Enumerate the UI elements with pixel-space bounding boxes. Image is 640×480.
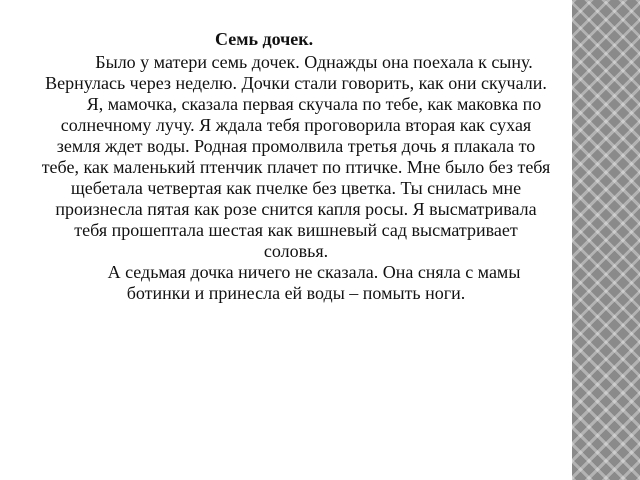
story-text	[40, 52, 552, 304]
story-paragraph-2: Я, мамочка, сказала первая скучала по тебе, как маковка по солнечному лучу. Я ждала тебя проговорила вторая как сухая земля ждет воды. Родная промолвила третья дочь я плакала то тебе, как маленький птенчик плачет по птичке. Мне было без тебя щебетала четвертая как пчелке без цветка. Ты снилась мне произнесла пятая как розе снится капля росы. Я высматривала тебя прошептала шестая как вишневый сад высматривает соловья.	[41, 94, 551, 261]
story-paragraph-3: А седьмая дочка ничего не сказала. Она сняла с мамы ботинки и принесла ей воды – помыть ноги.	[107, 262, 521, 303]
story-title: Семь дочек.	[215, 29, 314, 49]
story-paragraph-1: Было у матери семь дочек. Однажды она поехала к сыну. Вернулась через неделю. Дочки стали говорить, как они скучали.	[45, 52, 547, 93]
decorative-pattern-strip	[572, 0, 640, 480]
